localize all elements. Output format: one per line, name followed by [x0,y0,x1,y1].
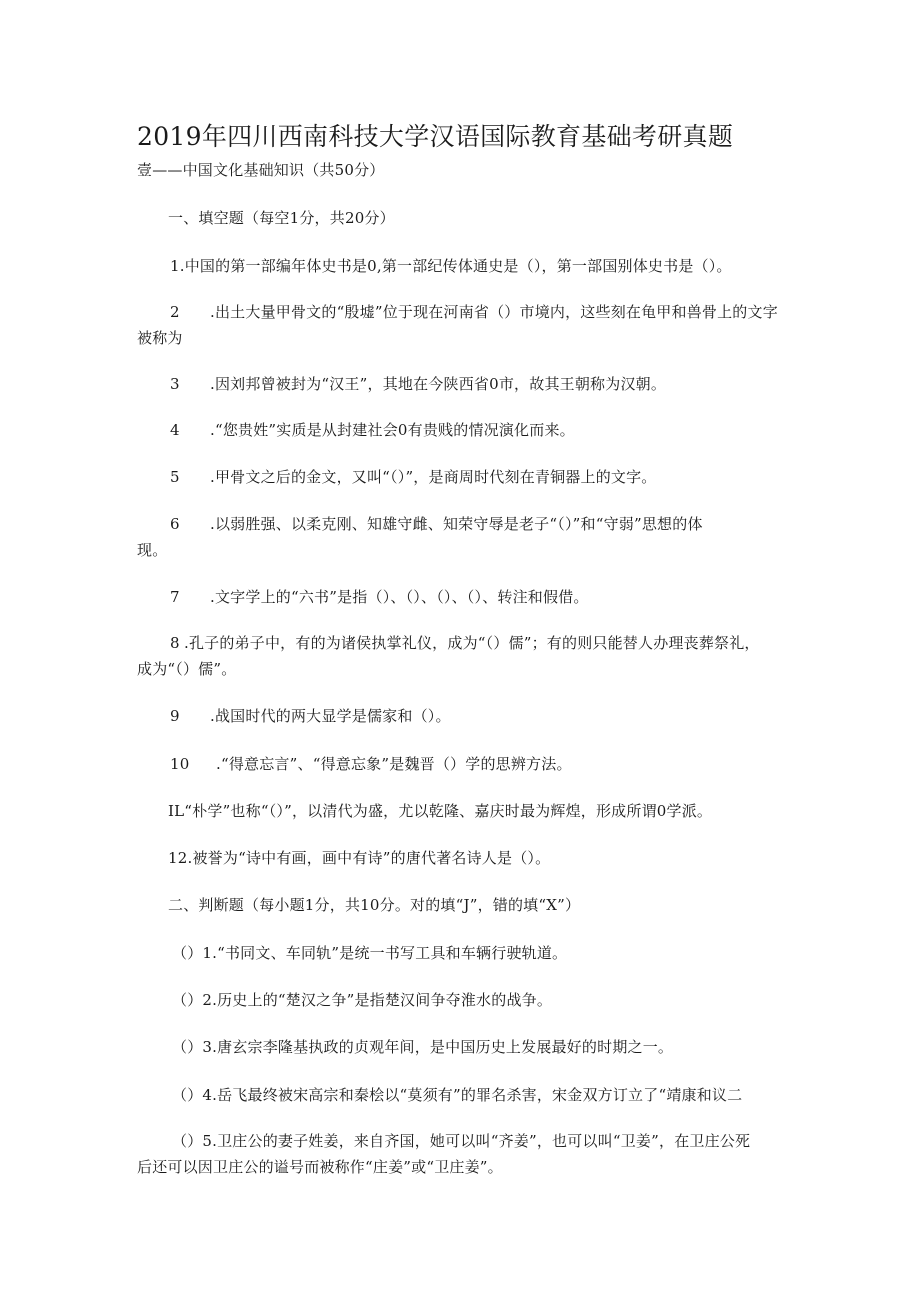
question-number: 9 [170,707,180,725]
question-number: 7 [170,588,180,606]
judgment-item: （）4.岳飞最终被宋高宗和秦桧以“莫须有”的罪名杀害，宋金双方订立了“靖康和议二 [172,1086,743,1104]
question-text-continued: 成为“（）儒”。 [137,660,237,678]
question-item [170,467,657,487]
part2-heading: 二、判断题（每小题1分，共10分。对的填“J”，错的填“X”） [168,896,581,914]
question-item [170,587,589,607]
question-number: 3 [170,375,180,393]
question-item [170,754,572,774]
question-item [170,706,451,726]
question-item [170,420,575,440]
question-text: .“得意忘言”、“得意忘象”是魏晋（）学的思辨方法。 [216,755,572,773]
page-title: 2019年四川西南科技大学汉语国际教育基础考研真题 [137,122,734,151]
judgment-item: （）3.唐玄宗李隆基执政的贞观年间，是中国历史上发展最好的时期之一。 [172,1038,674,1056]
question-text: .战国时代的两大显学是儒家和（）。 [210,707,451,725]
question-item [168,848,550,868]
question-text: .以弱胜强、以柔克刚、知雄守雌、知荣守辱是老子“（）”和“守弱”思想的体 [210,515,703,533]
question-number: 5 [170,468,180,486]
question-number: 8 [170,634,180,652]
question-text: 被誉为“诗中有画，画中有诗”的唐代著名诗人是（）。 [192,849,551,867]
question-text: .孔子的弟子中，有的为诸侯执掌礼仪，成为“（）儒”；有的则只能替人办理丧葬祭礼， [184,634,760,652]
question-text: .“您贵姓”实质是从封建社会0有贵贱的情况演化而来。 [210,421,575,439]
judgment-text-continued: 后还可以因卫庄公的谥号而被称作“庄姜”或“卫庄姜”。 [137,1158,503,1176]
question-number: 2 [170,303,180,321]
question-text: .因刘邦曾被封为“汉王”，其地在今陕西省0市，故其王朝称为汉朝。 [210,375,667,393]
question-text-continued: 被称为 [137,329,183,347]
question-text-continued: 现。 [137,541,168,559]
part1-heading: 一、填空题（每空1分，共20分） [168,209,395,227]
section-header: 壹——中国文化基础知识（共50分） [137,161,385,179]
question-number: 10 [170,755,190,773]
question-number: 1. [170,257,185,275]
question-number: IL [168,802,185,820]
question-text: .甲骨文之后的金文，又叫“（）”，是商周时代刻在青铜器上的文字。 [210,468,657,486]
judgment-item: （）1.“书同文、车同轨”是统一书写工具和车辆行驶轨道。 [172,944,568,962]
question-item [168,801,712,821]
judgment-item: （）5.卫庄公的妻子姓姜，来自齐国，她可以叫“齐姜”，也可以叫“卫姜”，在卫庄公死 [172,1132,751,1150]
judgment-item: （）2.历史上的“楚汉之争”是指楚汉间争夺淮水的战争。 [172,991,553,1009]
question-item [170,302,778,322]
question-number: 4 [170,421,180,439]
question-text: 中国的第一部编年体史书是0,第一部纪传体通史是（），第一部国别体史书是（）。 [184,257,732,275]
question-item [170,633,760,653]
question-item [170,256,732,276]
question-text: .文字学上的“六书”是指（）、（）、（）、（）、转注和假借。 [210,588,589,606]
question-number: 6 [170,515,180,533]
question-item [170,374,666,394]
question-item [170,514,703,534]
question-text: “朴学”也称“（）”，以清代为盛，尤以乾隆、嘉庆时最为辉煌，形成所谓0学派。 [184,802,713,820]
question-text: .出土大量甲骨文的“殷墟”位于现在河南省（）市境内，这些刻在龟甲和兽骨上的文字 [210,303,778,321]
question-number: 12. [168,849,193,867]
